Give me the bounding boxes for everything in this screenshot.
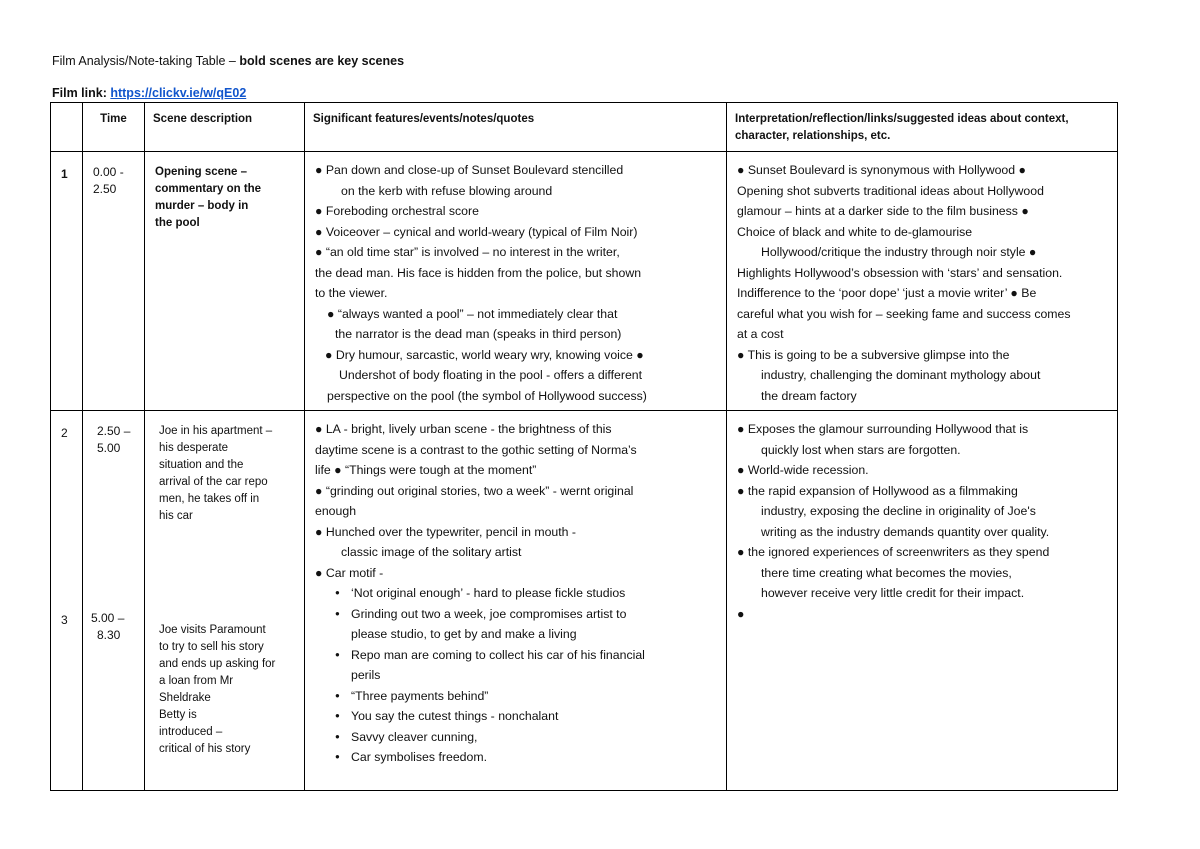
table-row bbox=[51, 152, 1118, 411]
feature-line: life ● “Things were tough at the moment” bbox=[315, 463, 537, 477]
car-motif-item: ● Car symbolises freedom. bbox=[329, 747, 720, 768]
car-motif-item: ● You say the cutest things - nonchalant bbox=[329, 706, 720, 727]
header-interpretation: Interpretation/reflection/links/suggested ideas about context, character, relationships, etc. bbox=[727, 103, 1118, 152]
scene-line: Betty is bbox=[159, 709, 197, 721]
scene-line: a loan from Mr bbox=[159, 675, 234, 687]
row-number: 1 bbox=[51, 152, 83, 411]
interp-line: quickly lost when stars are forgotten. bbox=[761, 442, 961, 457]
feature-line: ● “grinding out original stories, two a week” - wernt original bbox=[315, 483, 634, 498]
scene-line: introduced – bbox=[159, 726, 223, 738]
time-range-3 bbox=[91, 610, 124, 644]
feature-line: ● Hunched over the typewriter, pencil in mouth - bbox=[315, 524, 577, 539]
feature-line: on the kerb with refuse blowing around bbox=[341, 183, 553, 198]
document-title: Film Analysis/Note-taking Table – bold scenes are key scenes bbox=[52, 54, 405, 68]
scene-line: critical of his story bbox=[159, 743, 251, 755]
features-cell bbox=[305, 411, 727, 791]
car-motif-item: please studio, to get by and make a living bbox=[351, 627, 577, 641]
interp-line: ● This is going to be a subversive glimpse into the bbox=[737, 347, 1010, 362]
interp-line: at a cost bbox=[737, 327, 784, 341]
table-row bbox=[51, 411, 1118, 791]
interp-line: Highlights Hollywood’s obsession with ‘stars’ and sensation. bbox=[737, 265, 1063, 280]
scene-line: Joe in his apartment – bbox=[159, 425, 273, 437]
header-features: Significant features/events/notes/quotes bbox=[305, 103, 727, 152]
scene-line: arrival of the car repo bbox=[159, 476, 268, 488]
feature-line: ● LA - bright, lively urban scene - the brightness of this bbox=[315, 422, 612, 436]
row-number-cell bbox=[51, 411, 83, 791]
feature-line: ● “an old time star” is involved – no interest in the writer, bbox=[315, 245, 620, 259]
feature-line: ● Foreboding orchestral score bbox=[315, 204, 479, 218]
time-end: 5.00 bbox=[97, 441, 121, 455]
interp-line: industry, exposing the decline in originality of Joe's bbox=[761, 504, 1036, 518]
feature-line: ● Car motif - bbox=[315, 565, 384, 580]
interp-line: Indifference to the ‘poor dope’ ‘just a movie writer’ ● Be bbox=[737, 286, 1037, 300]
car-motif-item: ● Repo man are coming to collect his car of his financial bbox=[329, 645, 720, 666]
time-cell bbox=[83, 411, 145, 791]
car-motif-item: ● Grinding out two a week, joe compromises artist to bbox=[329, 604, 720, 625]
interp-line: ● Sunset Boulevard is synonymous with Hollywood ● bbox=[737, 163, 1026, 177]
interp-line: Opening shot subverts traditional ideas about Hollywood bbox=[737, 183, 1044, 198]
header-scene: Scene description bbox=[145, 103, 305, 152]
header-num bbox=[51, 103, 83, 152]
interp-line: ● the ignored experiences of screenwriters as they spend bbox=[737, 545, 1050, 559]
feature-line: ● “always wanted a pool” – not immediately clear that bbox=[327, 306, 618, 321]
scene-line: his desperate bbox=[159, 442, 229, 454]
car-motif-item: ● “Three payments behind” bbox=[329, 686, 720, 707]
header-time: Time bbox=[83, 103, 145, 152]
feature-line: ● Pan down and close-up of Sunset Boulevard stencilled bbox=[315, 163, 624, 177]
interp-line: the dream factory bbox=[761, 388, 857, 403]
time-end: 2.50 bbox=[93, 182, 117, 196]
row-number: 2 bbox=[61, 426, 68, 440]
interp-line: Choice of black and white to de-glamourise bbox=[737, 224, 973, 239]
feature-line: ● Dry humour, sarcastic, world weary wry, knowing voice ● bbox=[325, 347, 644, 362]
feature-line: the dead man. His face is hidden from the police, but shown bbox=[315, 265, 642, 280]
interp-line: there time creating what becomes the movies, bbox=[761, 565, 1012, 580]
interpretation-cell bbox=[727, 411, 1118, 791]
feature-line: Undershot of body floating in the pool - offers a different bbox=[339, 368, 643, 382]
scene-line: situation and the bbox=[159, 459, 244, 471]
header-row bbox=[51, 103, 1118, 152]
interp-line: ● Exposes the glamour surrounding Hollywood that is bbox=[737, 422, 1029, 436]
feature-line: the narrator is the dead man (speaks in third person) bbox=[335, 327, 622, 341]
scene-3-description bbox=[159, 622, 275, 758]
feature-line: to the viewer. bbox=[315, 286, 388, 300]
scene-line: men, he takes off in bbox=[159, 493, 260, 505]
interp-line: industry, challenging the dominant mythology about bbox=[761, 368, 1041, 382]
note-taking-table bbox=[50, 102, 1118, 791]
film-link[interactable]: https://clickv.ie/w/qE02 bbox=[110, 86, 247, 100]
scene-line: the pool bbox=[155, 217, 200, 229]
film-link-line: Film link: https://clickv.ie/w/qE02 bbox=[52, 86, 247, 100]
feature-line: perspective on the pool (the symbol of Hollywood success) bbox=[327, 388, 647, 403]
row-number: 3 bbox=[61, 613, 68, 627]
interp-line: glamour – hints at a darker side to the film business ● bbox=[737, 204, 1029, 218]
features-cell bbox=[305, 152, 727, 411]
interp-line: however receive very little credit for their impact. bbox=[761, 586, 1025, 600]
interpretation-cell bbox=[727, 152, 1118, 411]
interp-line: Hollywood/critique the industry through noir style ● bbox=[761, 245, 1037, 259]
scene-line: commentary on the bbox=[155, 183, 262, 195]
time-start: 5.00 – bbox=[91, 611, 125, 625]
scene-cell bbox=[145, 411, 305, 791]
time-end: 8.30 bbox=[97, 628, 121, 642]
feature-line: enough bbox=[315, 504, 357, 518]
interp-line: ● the rapid expansion of Hollywood as a filmmaking bbox=[737, 483, 1018, 498]
scene-line: his car bbox=[159, 510, 193, 522]
time-cell bbox=[83, 152, 145, 411]
interp-line: writing as the industry demands quantity over quality. bbox=[761, 524, 1050, 539]
scene-line: Joe visits Paramount bbox=[159, 624, 266, 636]
feature-line: ● Voiceover – cynical and world-weary (typical of Film Noir) bbox=[315, 224, 638, 239]
scene-line: Opening scene – bbox=[155, 166, 248, 178]
scene-line: murder – body in bbox=[155, 200, 249, 212]
scene-line: to try to sell his story bbox=[159, 641, 264, 653]
car-motif-item: ● Savvy cleaver cunning, bbox=[329, 727, 720, 748]
scene-line: Sheldrake bbox=[159, 692, 211, 704]
car-motif-item: ● ‘Not original enough’ - hard to please fickle studios bbox=[329, 583, 720, 604]
feature-line: daytime scene is a contrast to the gothic setting of Norma’s bbox=[315, 442, 637, 457]
time-start: 2.50 – bbox=[97, 424, 131, 438]
scene-cell bbox=[145, 152, 305, 411]
interp-line: careful what you wish for – seeking fame and success comes bbox=[737, 306, 1071, 321]
feature-line: classic image of the solitary artist bbox=[341, 545, 522, 559]
interp-line: ● bbox=[737, 606, 745, 621]
interp-line: ● World-wide recession. bbox=[737, 463, 869, 477]
scene-line: and ends up asking for bbox=[159, 658, 276, 670]
car-motif-item: perils bbox=[351, 668, 381, 682]
time-start: 0.00 - bbox=[93, 165, 124, 179]
car-motif-list bbox=[311, 583, 720, 768]
